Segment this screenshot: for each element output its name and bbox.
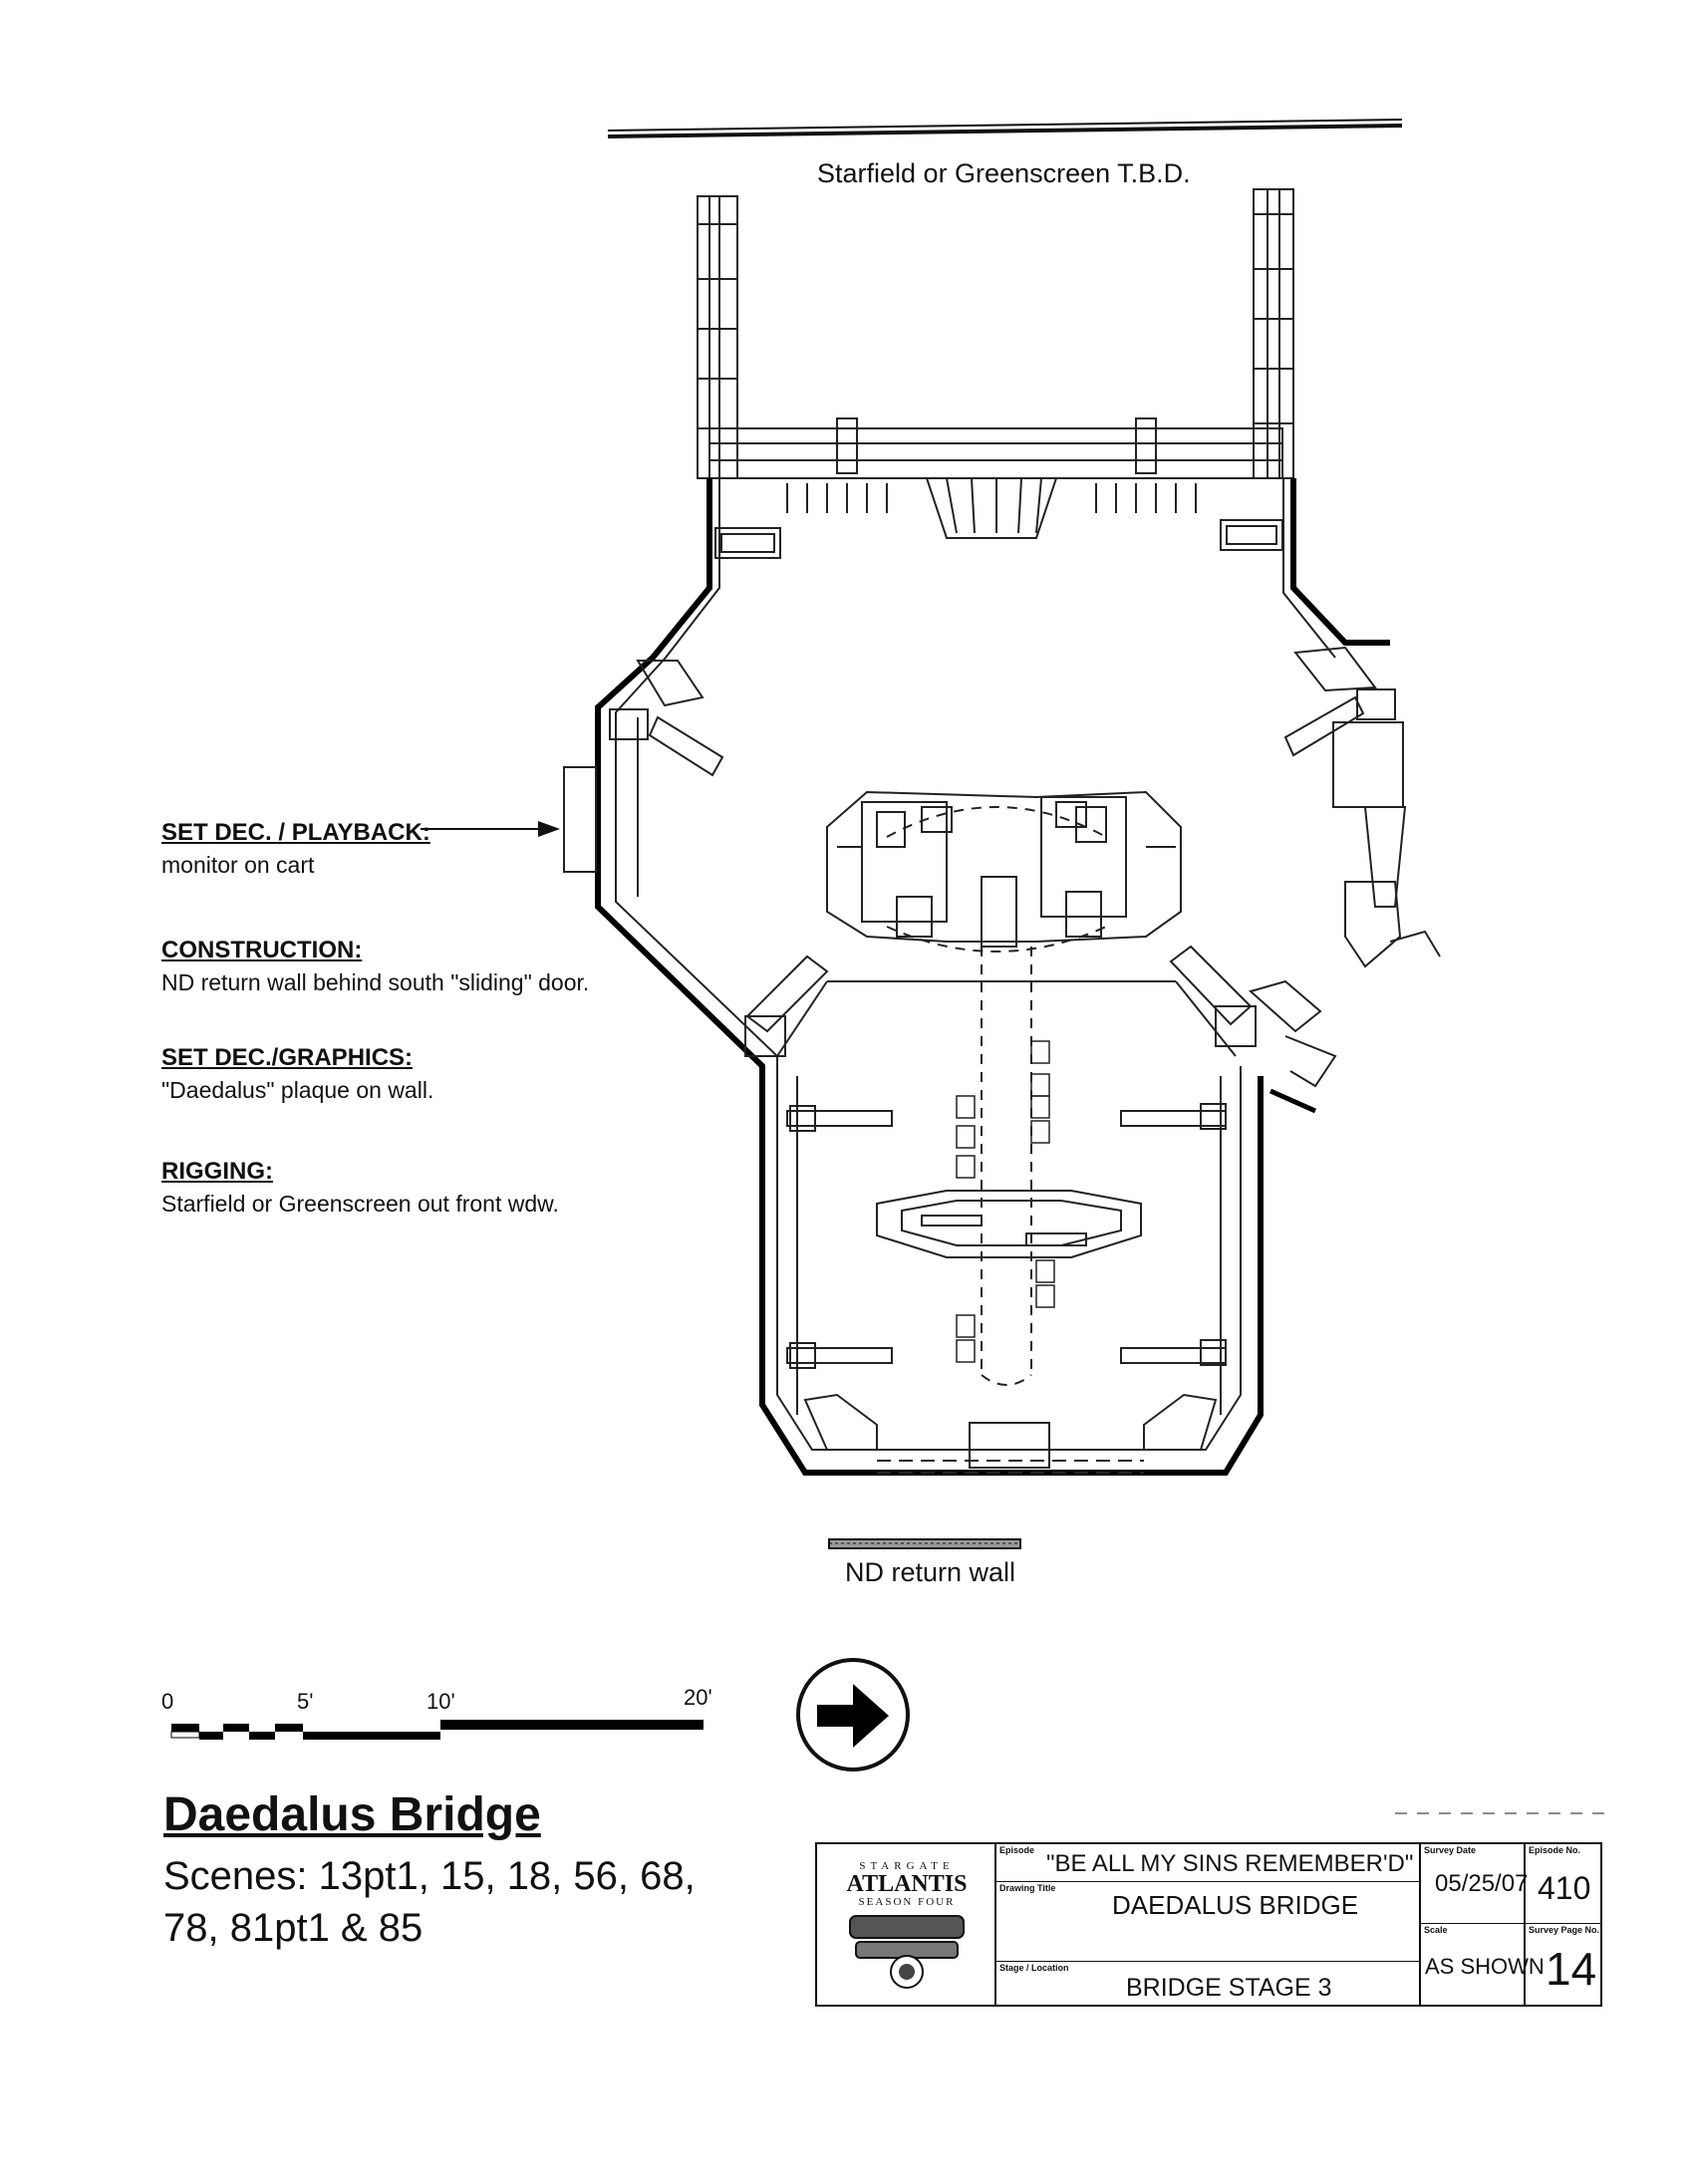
north-compass: [798, 1660, 908, 1770]
tb-page-no: 14: [1546, 1943, 1597, 1995]
left-window-frame: [698, 196, 737, 478]
logo-emblem-icon: [842, 1912, 972, 1992]
tb-scale-cell: [1419, 1924, 1545, 2005]
monitor-cart: [564, 767, 596, 872]
tb-stage-caption: Stage / Location: [999, 1963, 1069, 1973]
logo-line-1: STARGATE: [859, 1860, 955, 1872]
note-body: monitor on cart: [161, 852, 315, 878]
center-console: [877, 1191, 1141, 1257]
tb-stage-cell: [996, 1962, 1419, 2005]
bottom-label: ND return wall: [845, 1557, 1016, 1587]
note-body: Starfield or Greenscreen out front wdw.: [161, 1191, 559, 1217]
tb-episode: "BE ALL MY SINS REMEMBER'D": [1046, 1850, 1414, 1877]
note-rigging: [161, 1156, 559, 1220]
inner-walls: [616, 478, 1335, 1450]
scale-mark-20: 20': [684, 1685, 712, 1710]
note-body: "Daedalus" plaque on wall.: [161, 1077, 434, 1103]
note-graphics: [161, 1042, 433, 1106]
arrow-right-icon: [817, 1684, 889, 1748]
scenes-line-1: Scenes: 13pt1, 15, 18, 56, 68,: [163, 1854, 696, 1898]
front-viewport: [709, 418, 1282, 538]
tb-drawing-title-cell: [996, 1882, 1419, 1962]
logo-line-3: SEASON FOUR: [858, 1896, 956, 1908]
note-body: ND return wall behind south "sliding" door.: [161, 969, 590, 995]
lower-cabinets: [805, 1395, 1216, 1468]
starfield-bar: [608, 120, 1402, 136]
tb-episode-no: 410: [1538, 1870, 1591, 1906]
logo-line-2: ATLANTIS: [846, 1871, 968, 1897]
note-heading: CONSTRUCTION:: [161, 937, 363, 963]
show-logo: [819, 1846, 994, 2003]
scale-mark-10: 10': [426, 1689, 455, 1714]
door-panels: [610, 648, 1440, 966]
tb-scale-caption: Scale: [1424, 1925, 1448, 1935]
tb-survey-date-caption: Survey Date: [1424, 1845, 1477, 1855]
scale-bar: [171, 1720, 704, 1740]
note-construction: [161, 935, 589, 998]
tb-page-caption: Survey Page No.: [1529, 1925, 1600, 1935]
command-consoles: [827, 792, 1181, 947]
tb-scale: AS SHOWN: [1425, 1954, 1545, 1979]
scale-mark-0: 0: [161, 1689, 174, 1714]
title-block: [815, 1842, 1602, 2007]
tb-episode-no-caption: Episode No.: [1529, 1845, 1581, 1855]
note-playback: [161, 817, 430, 881]
tb-survey-date-cell: [1419, 1844, 1529, 1924]
top-label: Starfield or Greenscreen T.B.D.: [817, 158, 1191, 188]
callout-arrow: [421, 821, 560, 837]
outer-walls: [598, 478, 1390, 1473]
note-heading: SET DEC. / PLAYBACK:: [161, 819, 430, 846]
tb-episode-caption: Episode: [999, 1845, 1035, 1855]
note-heading: RIGGING:: [161, 1158, 273, 1185]
tb-episode-cell: [996, 1844, 1419, 1882]
dashed-walkway: [887, 807, 1106, 1385]
mid-doors: [745, 947, 1335, 1111]
tb-page-cell: [1525, 1924, 1600, 2005]
note-heading: SET DEC./GRAPHICS:: [161, 1044, 414, 1071]
drawing-title: Daedalus Bridge: [163, 1788, 541, 1841]
side-stations: [787, 1104, 1226, 1368]
tb-drawing-title-caption: Drawing Title: [999, 1883, 1056, 1893]
lower-room: [777, 981, 1236, 1056]
nd-return-wall: [829, 1539, 1020, 1548]
tb-episode-no-cell: [1525, 1844, 1600, 1924]
scenes-line-2: 78, 81pt1 & 85: [163, 1906, 423, 1950]
tb-stage: BRIDGE STAGE 3: [1126, 1974, 1332, 2002]
tb-survey-date: 05/25/07: [1435, 1870, 1529, 1897]
right-window-frame: [1254, 189, 1293, 478]
scale-mark-5: 5': [297, 1689, 314, 1714]
tb-drawing-title: DAEDALUS BRIDGE: [1112, 1890, 1359, 1920]
